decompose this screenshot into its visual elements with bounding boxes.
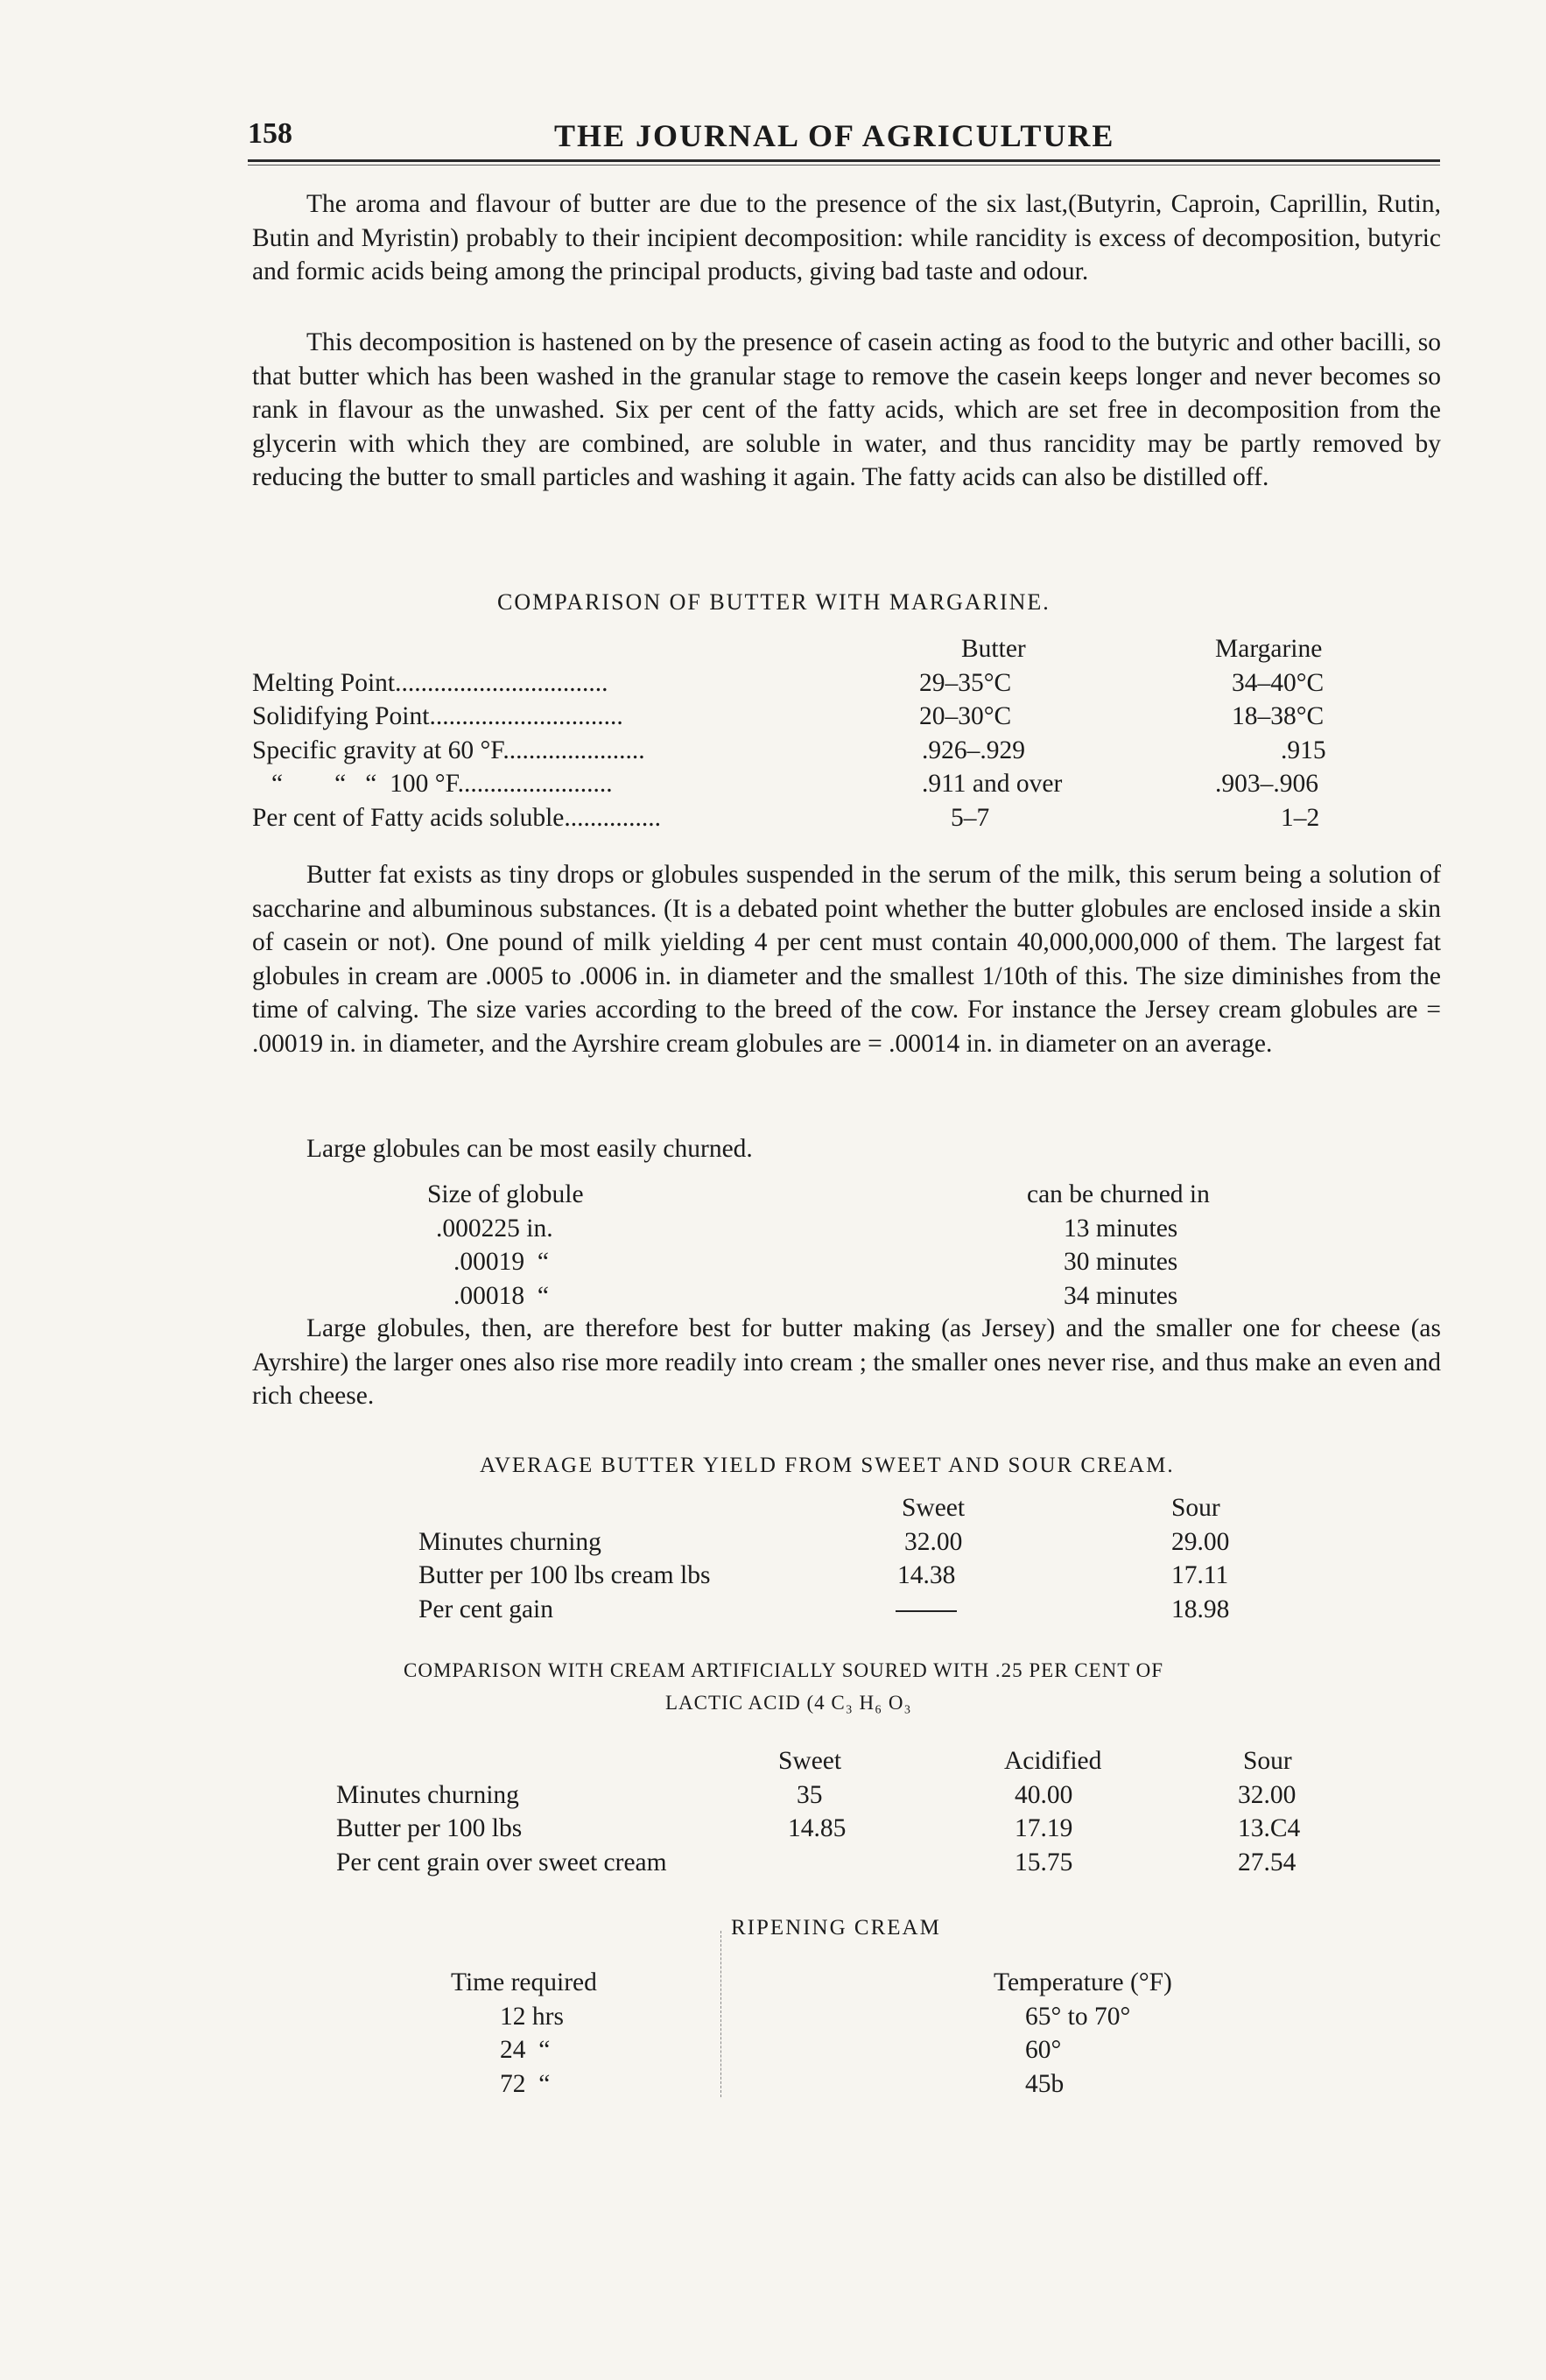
- table-row: [252, 801, 1443, 835]
- sour-value: 29.00: [1171, 1527, 1230, 1556]
- table-row: [418, 1525, 1294, 1560]
- page-number: 158: [248, 117, 292, 150]
- table-row: [336, 1846, 1448, 1880]
- globule-size-table: [427, 1178, 1303, 1313]
- yield-heading: AVERAGE BUTTER YIELD FROM SWEET AND SOUR CREAM.: [480, 1454, 1175, 1477]
- sweet-value: 35: [797, 1780, 823, 1809]
- butter-value: 5–7: [951, 803, 990, 832]
- sour-value: 27.54: [1238, 1848, 1297, 1877]
- margarine-value: 34–40°C: [1232, 668, 1325, 697]
- acid-heading-line1: COMPARISON WITH CREAM ARTIFICIALLY SOURED WITH .25 PER CENT OF: [404, 1659, 1164, 1681]
- table-header-row: [427, 1178, 1303, 1212]
- paragraph-conclusion: Large globules, then, are therefore best for butter making (as Jersey) and the smaller one for cheese (as Ayrshire) the larger ones also rise more readily into cream ; the smaller ones never rise, and thus make an even and rich cheese.: [252, 1314, 1441, 1411]
- row-label: Butter per 100 lbs cream lbs: [418, 1561, 711, 1589]
- running-title: THE JOURNAL OF AGRICULTURE: [554, 118, 1115, 153]
- row-label: Specific gravity at 60 °F......................: [252, 736, 645, 764]
- row-label: Minutes churning: [418, 1527, 601, 1556]
- butter-margarine-table: [252, 632, 1443, 834]
- column-header-temperature: Temperature (°F): [994, 1968, 1172, 1996]
- column-header-acidified: Acidified: [1004, 1747, 1102, 1775]
- table-row: [252, 700, 1443, 734]
- table-header-row: [336, 1744, 1448, 1778]
- column-header-sour: Sour: [1243, 1747, 1292, 1775]
- table-row: [418, 1559, 1294, 1593]
- dash-rule: [896, 1610, 957, 1612]
- table-header-row: [252, 632, 1443, 666]
- paragraph-aroma: The aroma and flavour of butter are due to the presence of the six last,(Butyrin, Caproin, Caprillin, Rutin, Butin and Myristin) probably to their incipient decomposition: while rancidity is excess of decomposition, butyric and formic acids being among the principal products, giving bad taste and odour.: [252, 190, 1441, 286]
- time-value: 72 “: [500, 2069, 551, 2098]
- acidified-value: 17.19: [1015, 1814, 1073, 1842]
- comparison-heading: COMPARISON OF BUTTER WITH MARGARINE.: [497, 589, 1051, 615]
- acidified-value: 40.00: [1015, 1780, 1073, 1809]
- sour-value: 17.11: [1171, 1561, 1229, 1589]
- table-header-row: [451, 1966, 1326, 2000]
- row-label: Per cent gain: [418, 1595, 553, 1623]
- column-header-time: Time required: [451, 1968, 597, 1996]
- column-header-sour: Sour: [1171, 1494, 1220, 1522]
- margarine-value: 1–2: [1281, 803, 1320, 832]
- sour-value: 13.C4: [1238, 1814, 1301, 1842]
- temperature-value: 60°: [1025, 2036, 1062, 2064]
- table-row: [336, 1778, 1448, 1813]
- sweet-value: 32.00: [904, 1527, 963, 1556]
- churn-time: 34 minutes: [1064, 1281, 1178, 1310]
- margarine-value: .915: [1281, 736, 1326, 764]
- page-header: [248, 110, 1440, 154]
- churn-time: 30 minutes: [1064, 1248, 1178, 1276]
- row-label: Solidifying Point..............................: [252, 702, 623, 730]
- sour-value: 32.00: [1238, 1780, 1297, 1809]
- row-label: Butter per 100 lbs: [336, 1814, 523, 1842]
- column-header-sweet: Sweet: [902, 1494, 966, 1522]
- table-row: [418, 1593, 1294, 1627]
- row-label: Per cent grain over sweet cream: [336, 1848, 667, 1877]
- churn-time: 13 minutes: [1064, 1214, 1178, 1243]
- ripening-table: [451, 1966, 1326, 2101]
- row-label: Melting Point.................................: [252, 668, 608, 697]
- acidified-value: 15.75: [1015, 1848, 1073, 1877]
- table-row: [427, 1245, 1303, 1279]
- time-value: 24 “: [500, 2036, 551, 2064]
- column-header-churn-time: can be churned in: [1027, 1180, 1210, 1208]
- column-header-margarine: Margarine: [1215, 635, 1323, 663]
- row-label: Per cent of Fatty acids soluble...............: [252, 803, 662, 832]
- yield-table: [418, 1491, 1294, 1626]
- table-row: [427, 1279, 1303, 1313]
- paragraph-butter-fat: Butter fat exists as tiny drops or globules suspended in the serum of the milk, this serum being a solution of saccharine and albuminous substances. (It is a debated point whether the butter globules are enclosed inside a skin of casein or not). One pound of milk yielding 4 per cent must contain 40,000,000,000 of them. The largest fat globules in cream are .0005 to .0006 in. in diameter and the smallest 1/10th of this. The size diminishes from the time of calving. The size varies according to the breed of the cow. For instance the Jersey cream globules are = .00019 in. in diameter, and the Ayrshire cream globules are = .00014 in. in diameter on an average.: [252, 861, 1441, 1058]
- column-header-sweet: Sweet: [778, 1747, 842, 1775]
- butter-value: 29–35°C: [919, 668, 1012, 697]
- time-value: 12 hrs: [500, 2002, 564, 2031]
- row-label: “ “ “ 100 °F........................: [271, 770, 613, 798]
- globule-size: .00018 “: [453, 1281, 549, 1310]
- header-rule: [248, 159, 1440, 162]
- empty-dash: [896, 1593, 957, 1627]
- butter-value: .926–.929: [922, 736, 1025, 764]
- column-header-size: Size of globule: [427, 1180, 584, 1208]
- paragraph-large-globules: Large globules can be most easily churned.: [306, 1135, 753, 1163]
- temperature-value: 45b: [1025, 2069, 1065, 2098]
- ripening-heading: RIPENING CREAM: [731, 1916, 941, 1940]
- table-header-row: [418, 1491, 1294, 1525]
- margarine-value: 18–38°C: [1232, 702, 1325, 730]
- acid-heading-line2: LACTIC ACID (4 C₃ H₆ O₃: [665, 1692, 912, 1714]
- sweet-value: 14.38: [897, 1561, 956, 1589]
- table-row: [252, 734, 1443, 768]
- margarine-value: .903–.906: [1215, 770, 1318, 798]
- table-row: [451, 2033, 1326, 2067]
- column-header-butter: Butter: [961, 635, 1026, 663]
- table-row: [252, 666, 1443, 701]
- globule-size: .000225 in.: [436, 1214, 553, 1243]
- globule-size: .00019 “: [453, 1248, 549, 1276]
- table-row: [336, 1812, 1448, 1846]
- butter-value: 20–30°C: [919, 702, 1012, 730]
- table-row: [427, 1212, 1303, 1246]
- acidified-cream-table: [336, 1744, 1448, 1879]
- table-row: [252, 767, 1443, 801]
- paragraph-decomposition: This decomposition is hastened on by the presence of casein acting as food to the butyric and other bacilli, so that butter which has been washed in the granular stage to remove the casein keeps longer and never becomes so rank in flavour as the unwashed. Six per cent of the fatty acids, which are set free in decomposition from the glycerin with which they are combined, are soluble in water, and thus rancidity may be partly removed by reducing the butter to small particles and washing it again. The fatty acids can also be distilled off.: [252, 328, 1441, 492]
- table-row: [451, 2000, 1326, 2034]
- butter-value: .911 and over: [922, 770, 1063, 798]
- row-label: Minutes churning: [336, 1780, 519, 1809]
- table-row: [451, 2067, 1326, 2102]
- sweet-value: 14.85: [788, 1814, 847, 1842]
- temperature-value: 65° to 70°: [1025, 2002, 1131, 2031]
- sour-value: 18.98: [1171, 1595, 1230, 1623]
